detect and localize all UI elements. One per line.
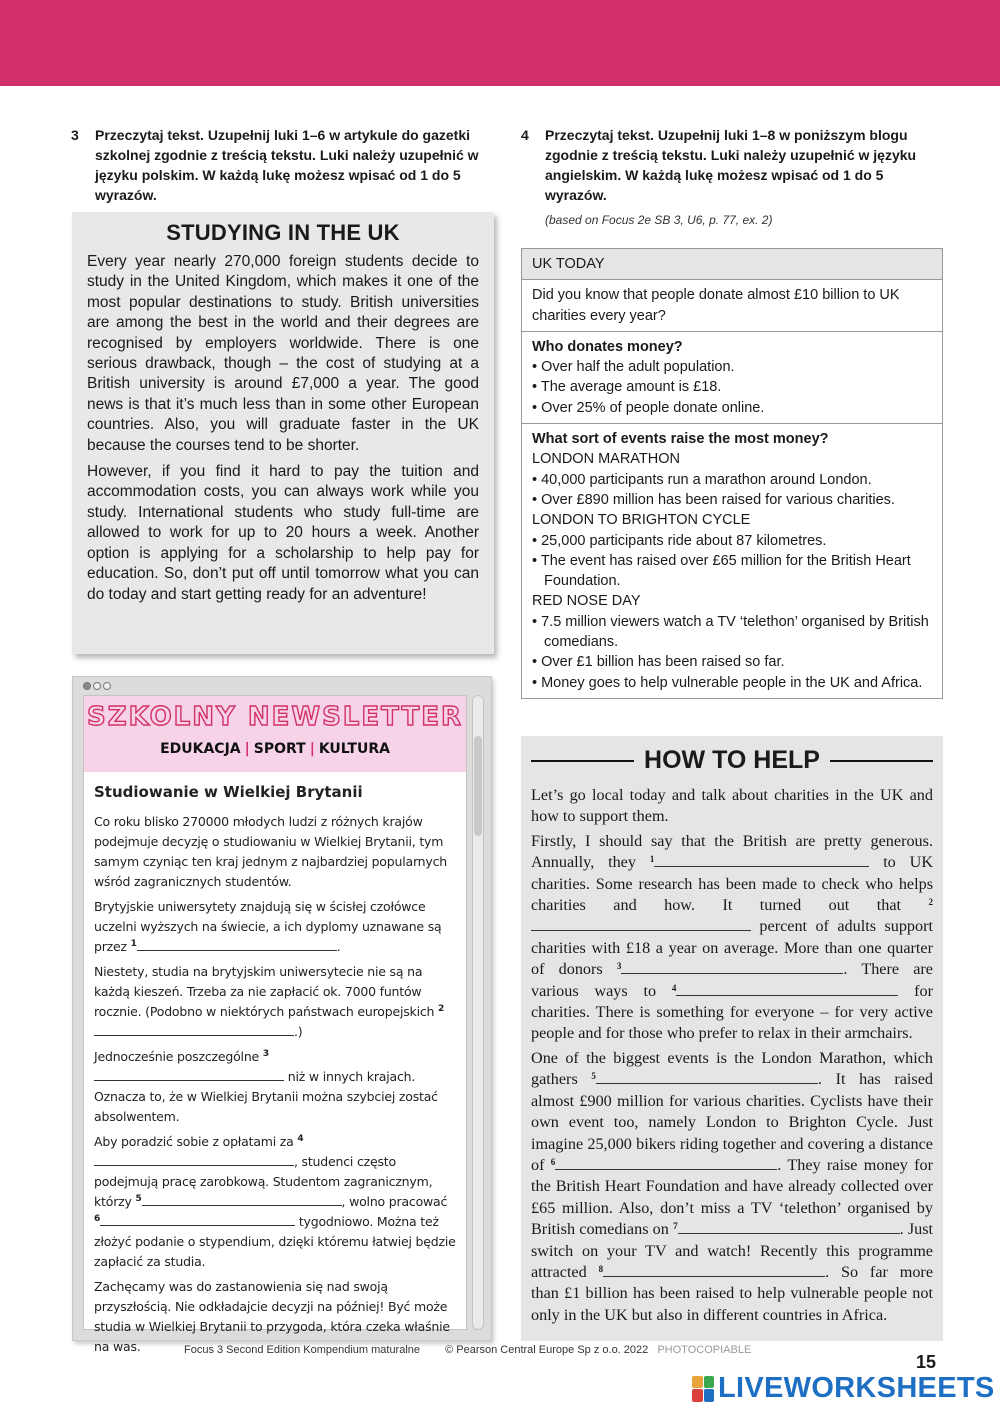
gap-number: 4 — [671, 982, 677, 993]
text-run: Brytyjskie uniwersytety znajdują się w ścisłej czołówce uczelni wyższych na świecie, a ich dyplomy uznawane są przez — [94, 899, 442, 954]
blog-paragraph — [531, 831, 933, 1045]
question-heading: Who donates money? — [532, 338, 683, 355]
scrollbar-thumb[interactable] — [474, 736, 482, 836]
bullet-item: • 25,000 participants ride about 87 kilometres. — [532, 532, 827, 549]
gap-field-4[interactable] — [676, 982, 898, 996]
window-dot-icon[interactable] — [93, 682, 101, 690]
title-rule — [531, 760, 634, 762]
text-run: Aby poradzić sobie z opłatami za — [94, 1134, 294, 1149]
blog-paragraph — [531, 1048, 933, 1326]
newsletter-paragraph — [94, 1047, 456, 1127]
article-paragraph: Every year nearly 270,000 foreign students decide to study in the United Kingdom, which makes it one of the most popular destinations to study. British universities are among the best in the world and their degrees are recognised by employers worldwide. There is one serious drawback, though – the cost of studying at a British university is around £7,000 a year. The good news is that it’s much less than in some other European countries. Also, you will graduate faster in the UK because the courses tend to be shorter. — [87, 253, 479, 454]
book-title: Focus 3 Second Edition Kompendium maturalne — [184, 1344, 421, 1356]
gap-field-3[interactable] — [621, 960, 843, 974]
newsletter-paragraph — [94, 962, 456, 1042]
table-row-donors — [522, 332, 942, 424]
question-heading: What sort of events raise the most money? — [532, 431, 829, 448]
text-run: , studenci często podejmują pracę zarobkową. Studentom zagranicznym, którzy — [94, 1154, 433, 1209]
page-number: 15 — [915, 1352, 936, 1372]
gap-number: 1 — [130, 939, 137, 949]
title-rule — [830, 760, 933, 762]
text-run: tygodniowo. Można też złożyć podanie o stypendium, dzięki któremu łatwiej będzie zapłacić za studia. — [94, 1214, 456, 1269]
category-sport: SPORT — [253, 741, 306, 757]
text-run: Jednocześnie poszczególne — [94, 1049, 260, 1064]
uk-today-table — [521, 248, 943, 699]
gap-field-1[interactable] — [654, 853, 869, 867]
gap-field-6[interactable] — [555, 1156, 777, 1170]
bullet-item: • Over 25% of people donate online. — [532, 399, 765, 416]
gap-number: 6 — [94, 1214, 101, 1224]
event-name: LONDON TO BRIGHTON CYCLE — [532, 512, 751, 529]
blog-title — [531, 746, 933, 775]
photocopiable-note: PHOTOCOPIABLE — [657, 1344, 752, 1356]
gap-field-5[interactable] — [142, 1192, 342, 1206]
window-dot-icon[interactable] — [83, 682, 91, 690]
newsletter-paragraph: Co roku blisko 270000 młodych ludzi z różnych krajów podejmuje decyzję o studiowaniu w Wielkiej Brytanii, tym samym czyniąc ten kraj jednym z najbardziej popularnych wśród zagranicznych studentów. — [94, 814, 447, 889]
blog-title-text: HOW TO HELP — [644, 746, 820, 774]
window-controls — [83, 682, 111, 690]
punctuation: . — [336, 939, 341, 954]
newsletter-header — [84, 696, 466, 772]
category-separator: | — [244, 741, 250, 757]
newsletter-heading: Studiowanie w Wielkiej Brytanii — [94, 783, 363, 801]
category-culture: KULTURA — [318, 741, 390, 757]
gap-number: 2 — [438, 1004, 445, 1014]
text-run: . It has raised almost £900 million for various charities. Cyclists have their own event too, namely London to Brighton Cycle. Just imagine 25,000 bikers riding together and covering a distance of — [531, 1070, 934, 1174]
task-number: 4 — [521, 127, 529, 143]
text-run: Firstly, I should say that the British are pretty generous. Annually, they — [531, 831, 933, 872]
newsletter-paragraph: Zachęcamy was do zastanowienia się nad swoją przyszłością. Nie odkładajcie decyzji na później! Być może studia w Wielkiej Brytanii to przygoda, która czeka właśnie na was. — [94, 1279, 450, 1354]
blog-paragraph: Let’s go local today and talk about charities in the UK and how to support them. — [531, 786, 933, 826]
gap-number: 3 — [616, 961, 622, 972]
bullet-item: • Over half the adult population. — [532, 359, 735, 376]
text-run: . Just switch on your TV and watch! Recently this programme attracted — [531, 1220, 934, 1281]
task-text: Przeczytaj tekst. Uzupełnij luki 1–6 w artykule do gazetki szkolnej zgodnie z treścią tekstu. Luki należy uzupełnić w języku polskim. W każdą lukę możesz wpisać od 1 do 5 wyrazów. — [95, 127, 479, 203]
newsletter-title: SZKOLNY NEWSLETTER — [87, 702, 463, 732]
text-run: One of the biggest events is the London Marathon, which gathers — [531, 1048, 933, 1089]
bullet-item: • 40,000 participants run a marathon around London. — [532, 471, 872, 488]
gap-field-6[interactable] — [100, 1212, 295, 1226]
event-name: LONDON MARATHON — [532, 451, 680, 468]
how-to-help-blog — [521, 736, 943, 1341]
gap-field-7[interactable] — [678, 1220, 900, 1234]
gap-field-8[interactable] — [603, 1263, 825, 1277]
task-text: Przeczytaj tekst. Uzupełnij luki 1–8 w poniższym blogu zgodnie z treścią tekstu. Luki należy uzupełnić w języku angielskim. W każdą lukę możesz wpisać od 1 do 5 wyrazów. — [545, 127, 917, 203]
event-name: RED NOSE DAY — [532, 593, 641, 610]
bullet-item: • 7.5 million viewers watch a TV ‘telethon’ organised by British comedians. — [532, 613, 929, 651]
newsletter-categories — [84, 741, 466, 757]
task-number: 3 — [71, 127, 79, 143]
bullet-item: • The average amount is £18. — [532, 379, 722, 396]
top-color-band — [0, 0, 1000, 86]
bullet-item: • Money goes to help vulnerable people in the UK and Africa. — [532, 674, 923, 691]
text-run: . So far more than £1 billion has been raised to help vulnerable people not only in the UK but also in different countries in Africa. — [531, 1262, 934, 1324]
liveworksheets-logo[interactable] — [692, 1372, 995, 1405]
gap-number: 7 — [673, 1221, 678, 1232]
liveworksheets-icon — [692, 1376, 714, 1402]
newsletter-paragraph — [94, 1132, 456, 1272]
studying-in-uk-article — [72, 212, 494, 654]
text-run: to UK charities. Some research has been made to check who helps charities and how. It turned out that — [531, 853, 934, 915]
table-header: UK TODAY — [522, 249, 942, 280]
article-title: STUDYING IN THE UK — [166, 220, 400, 245]
text-run: . There are various ways to — [531, 960, 933, 1000]
gap-number: 2 — [928, 897, 934, 908]
text-run: niż w innych krajach. Oznacza to, że w Wielkiej Brytanii można szybciej zostać absolwentem. — [94, 1069, 438, 1124]
bullet-item: • The event has raised over £65 million for the British Heart Foundation. — [532, 552, 911, 590]
gap-number: 8 — [598, 1263, 604, 1274]
scrollbar[interactable] — [472, 695, 484, 1330]
table-row-events — [522, 424, 942, 698]
task-4-instruction — [521, 125, 945, 205]
table-row-intro: Did you know that people donate almost £10 billion to UK charities every year? — [522, 280, 942, 332]
text-run: Niestety, studia na brytyjskim uniwersytecie nie są na każdą kieszeń. Trzeba za nie zapłacić ok. 7000 funtów rocznie. (Podobno w niektórych państwach europejskich — [94, 964, 435, 1019]
gap-field-2[interactable] — [94, 1022, 294, 1036]
newsletter-paragraph — [94, 897, 456, 957]
gap-field-5[interactable] — [596, 1070, 818, 1084]
task-3-instruction — [71, 125, 490, 205]
text-run: for charities. There is something for everyone – for very active people and for those who prefer to relax in their armchairs. — [531, 981, 934, 1043]
copyright: © Pearson Central Europe Sp z o.o. 2022 — [445, 1344, 649, 1356]
gap-number: 5 — [135, 1194, 142, 1204]
text-run: percent of adults support charities with £18 a year on average. More than one quarter of donors — [531, 917, 934, 979]
bullet-item: • Over £1 billion has been raised so far. — [532, 654, 785, 671]
gap-field-3[interactable] — [94, 1067, 284, 1081]
gap-number: 1 — [649, 854, 655, 865]
text-run: . They raise money for the British Heart Foundation and have already collected over £65 million. Also, don’t miss a TV ‘telethon’ organised by British comedians on — [531, 1155, 934, 1239]
liveworksheets-brand: LIVEWORKSHEETS — [718, 1372, 995, 1404]
bullet-item: • Over £890 million has been raised for various charities. — [532, 491, 895, 508]
text-run: , wolno pracować — [341, 1194, 448, 1209]
newsletter-body — [84, 772, 466, 1357]
gap-field-4[interactable] — [94, 1152, 294, 1166]
gap-number: 5 — [591, 1071, 596, 1082]
category-separator: | — [309, 741, 315, 757]
gap-field-2[interactable] — [531, 917, 751, 931]
article-paragraph: However, if you find it hard to pay the tuition and accommodation costs, you can always work while you study. International students who study full-time are allowed to work for up to 20 hours a week. Another option is applying for a scholarship to help pay for education. So, don’t put off until tomorrow what you can do today and start getting ready for an adventure! — [87, 463, 479, 603]
gap-number: 4 — [297, 1134, 304, 1144]
source-note: (based on Focus 2e SB 3, U6, p. 77, ex. 2) — [545, 213, 773, 227]
category-education: EDUKACJA — [160, 741, 241, 757]
punctuation: .) — [294, 1024, 303, 1039]
gap-number: 6 — [550, 1156, 556, 1167]
gap-field-1[interactable] — [137, 937, 337, 951]
window-dot-icon[interactable] — [103, 682, 111, 690]
page-footer — [184, 1344, 804, 1356]
gap-number: 3 — [262, 1049, 269, 1059]
